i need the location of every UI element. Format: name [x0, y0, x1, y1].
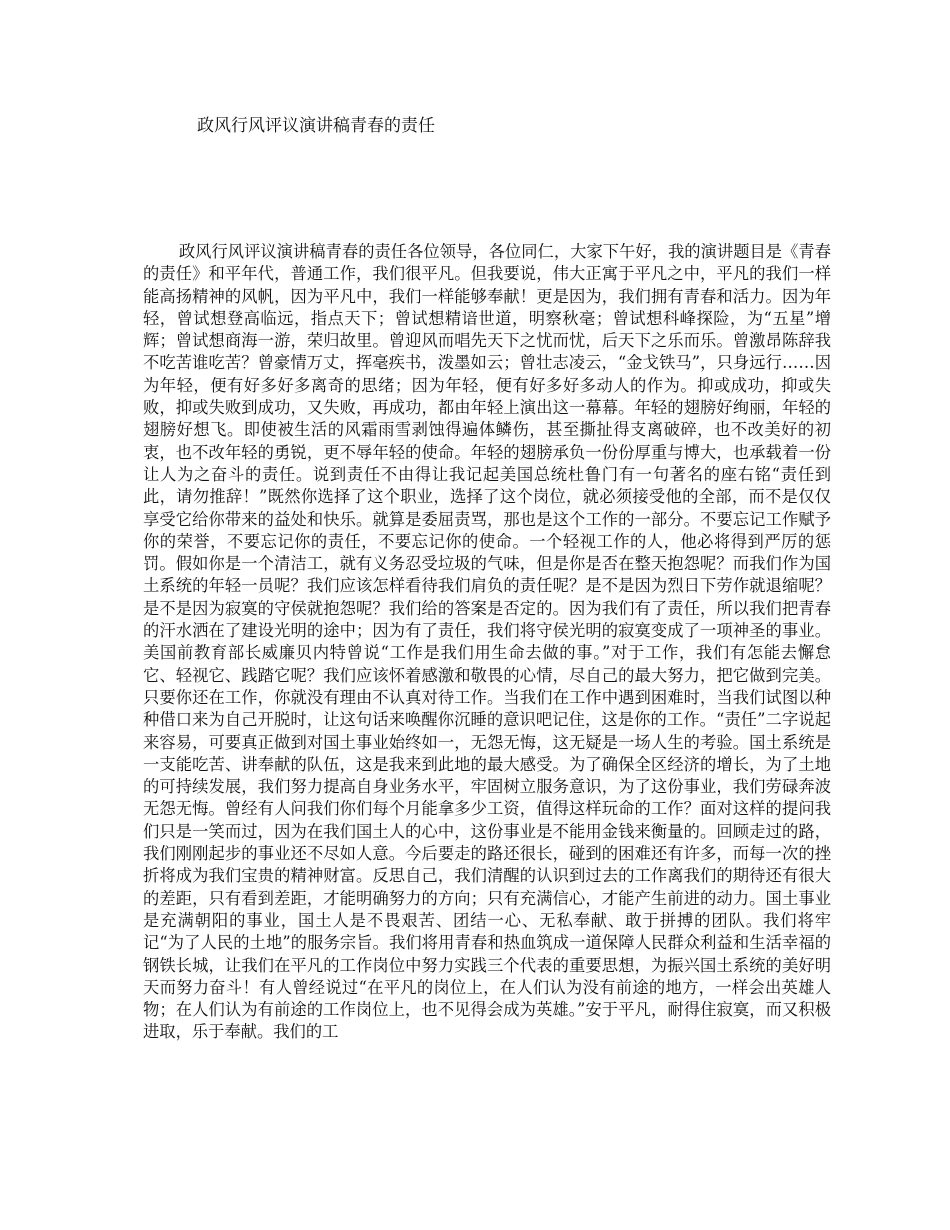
document-title: 政风行风评议演讲稿青春的责任 [197, 116, 435, 136]
document-body-paragraph: 政风行风评议演讲稿青春的责任各位领导，各位同仁，大家下午好，我的演讲题目是《青春的责任》和平年代，普通工作，我们很平凡。但我要说，伟大正寓于平凡之中，平凡的我们一样能高扬精神的风帆，因为平凡中，我们一样能够奉献！更是因为，我们拥有青春和活力。因为年轻，曾试想登高临远，指点天下；曾试想精谙世道，明察秋毫；曾试想科峰探险，为“五星”增辉；曾试想商海一游，荣归故里。曾迎风而唱先天下之忧而忧，后天下之乐而乐。曾激昂陈辞我不吃苦谁吃苦？曾豪情万丈，挥毫疾书，泼墨如云；曾壮志凌云，“金戈铁马”，只身远行……因为年轻，便有好多好多离奇的思绪；因为年轻，便有好多好多动人的作为。抑或成功，抑或失败，抑或失败到成功，又失败，再成功，都由年轻上演出这一幕幕。年轻的翅膀好绚丽，年轻的翅膀好想飞。即使被生活的风霜雨雪剥蚀得遍体鳞伤，甚至撕扯得支离破碎，也不改美好的初衷，也不改年轻的勇锐，更不辱年轻的使命。年轻的翅膀承负一份份厚重与博大，也承载着一份让人为之奋斗的责任。说到责任不由得让我记起美国总统杜鲁门有一句著名的座右铭“责任到此，请勿推辞！”既然你选择了这个职业，选择了这个岗位，就必须接受他的全部，而不是仅仅享受它给你带来的益处和快乐。就算是委屈责骂，那也是这个工作的一部分。不要忘记工作赋予你的荣誉，不要忘记你的责任，不要忘记你的使命。一个轻视工作的人，他必将得到严厉的惩罚。假如你是一个清洁工，就有义务忍受垃圾的气味，但是你是否在整天抱怨呢？而我们作为国土系统的年轻一员呢？我们应该怎样看待我们肩负的责任呢？是不是因为烈日下劳作就退缩呢？是不是因为寂寞的守侯就抱怨呢？我们给的答案是否定的。因为我们有了责任，所以我们把青春的汗水洒在了建设光明的途中；因为有了责任，我们将守侯光明的寂寞变成了一项神圣的事业。美国前教育部长威廉贝内特曾说“工作是我们用生命去做的事。”对于工作，我们有怎能去懈怠它、轻视它、践踏它呢？我们应该怀着感激和敬畏的心情，尽自己的最大努力，把它做到完美。只要你还在工作，你就没有理由不认真对待工作。当我们在工作中遇到困难时，当我们试图以种种借口来为自己开脱时，让这句话来唤醒你沉睡的意识吧记住，这是你的工作。“责任”二字说起来容易，可要真正做到对国土事业始终如一，无怨无悔，这无疑是一场人生的考验。国土系统是一支能吃苦、讲奉献的队伍，这是我来到此地的最大感受。为了确保全区经济的增长，为了土地的可持续发展，我们努力提高自身业务水平，牢固树立服务意识，为了这份事业，我们劳碌奔波无怨无悔。曾经有人问我们你们每个月能拿多少工资，值得这样玩命的工作？面对这样的提问我们只是一笑而过，因为在我们国土人的心中，这份事业是不能用金钱来衡量的。回顾走过的路，我们刚刚起步的事业还不尽如人意。今后要走的路还很长，碰到的困难还有许多，而每一次的挫折将成为我们宝贵的精神财富。反思自己，我们清醒的认识到过去的工作离我们的期待还有很大的差距，只有看到差距，才能明确努力的方向；只有充满信心，才能产生前进的动力。国土事业是充满朝阳的事业，国土人是不畏艰苦、团结一心、无私奉献、敢于拼搏的团队。我们将牢记“为了人民的土地”的服务宗旨。我们将用青春和热血筑成一道保障人民群众利益和生活幸福的钢铁长城，让我们在平凡的工作岗位中努力实践三个代表的重要思想，为振兴国土系统的美好明天而努力奋斗！有人曾经说过“在平凡的岗位上，在人们认为没有前途的地方，一样会出英雄人物；在人们认为有前途的工作岗位上，也不见得会成为英雄。”安于平凡，耐得住寂寞，而又积极进取，乐于奉献。我们的工 [143, 242, 831, 1042]
